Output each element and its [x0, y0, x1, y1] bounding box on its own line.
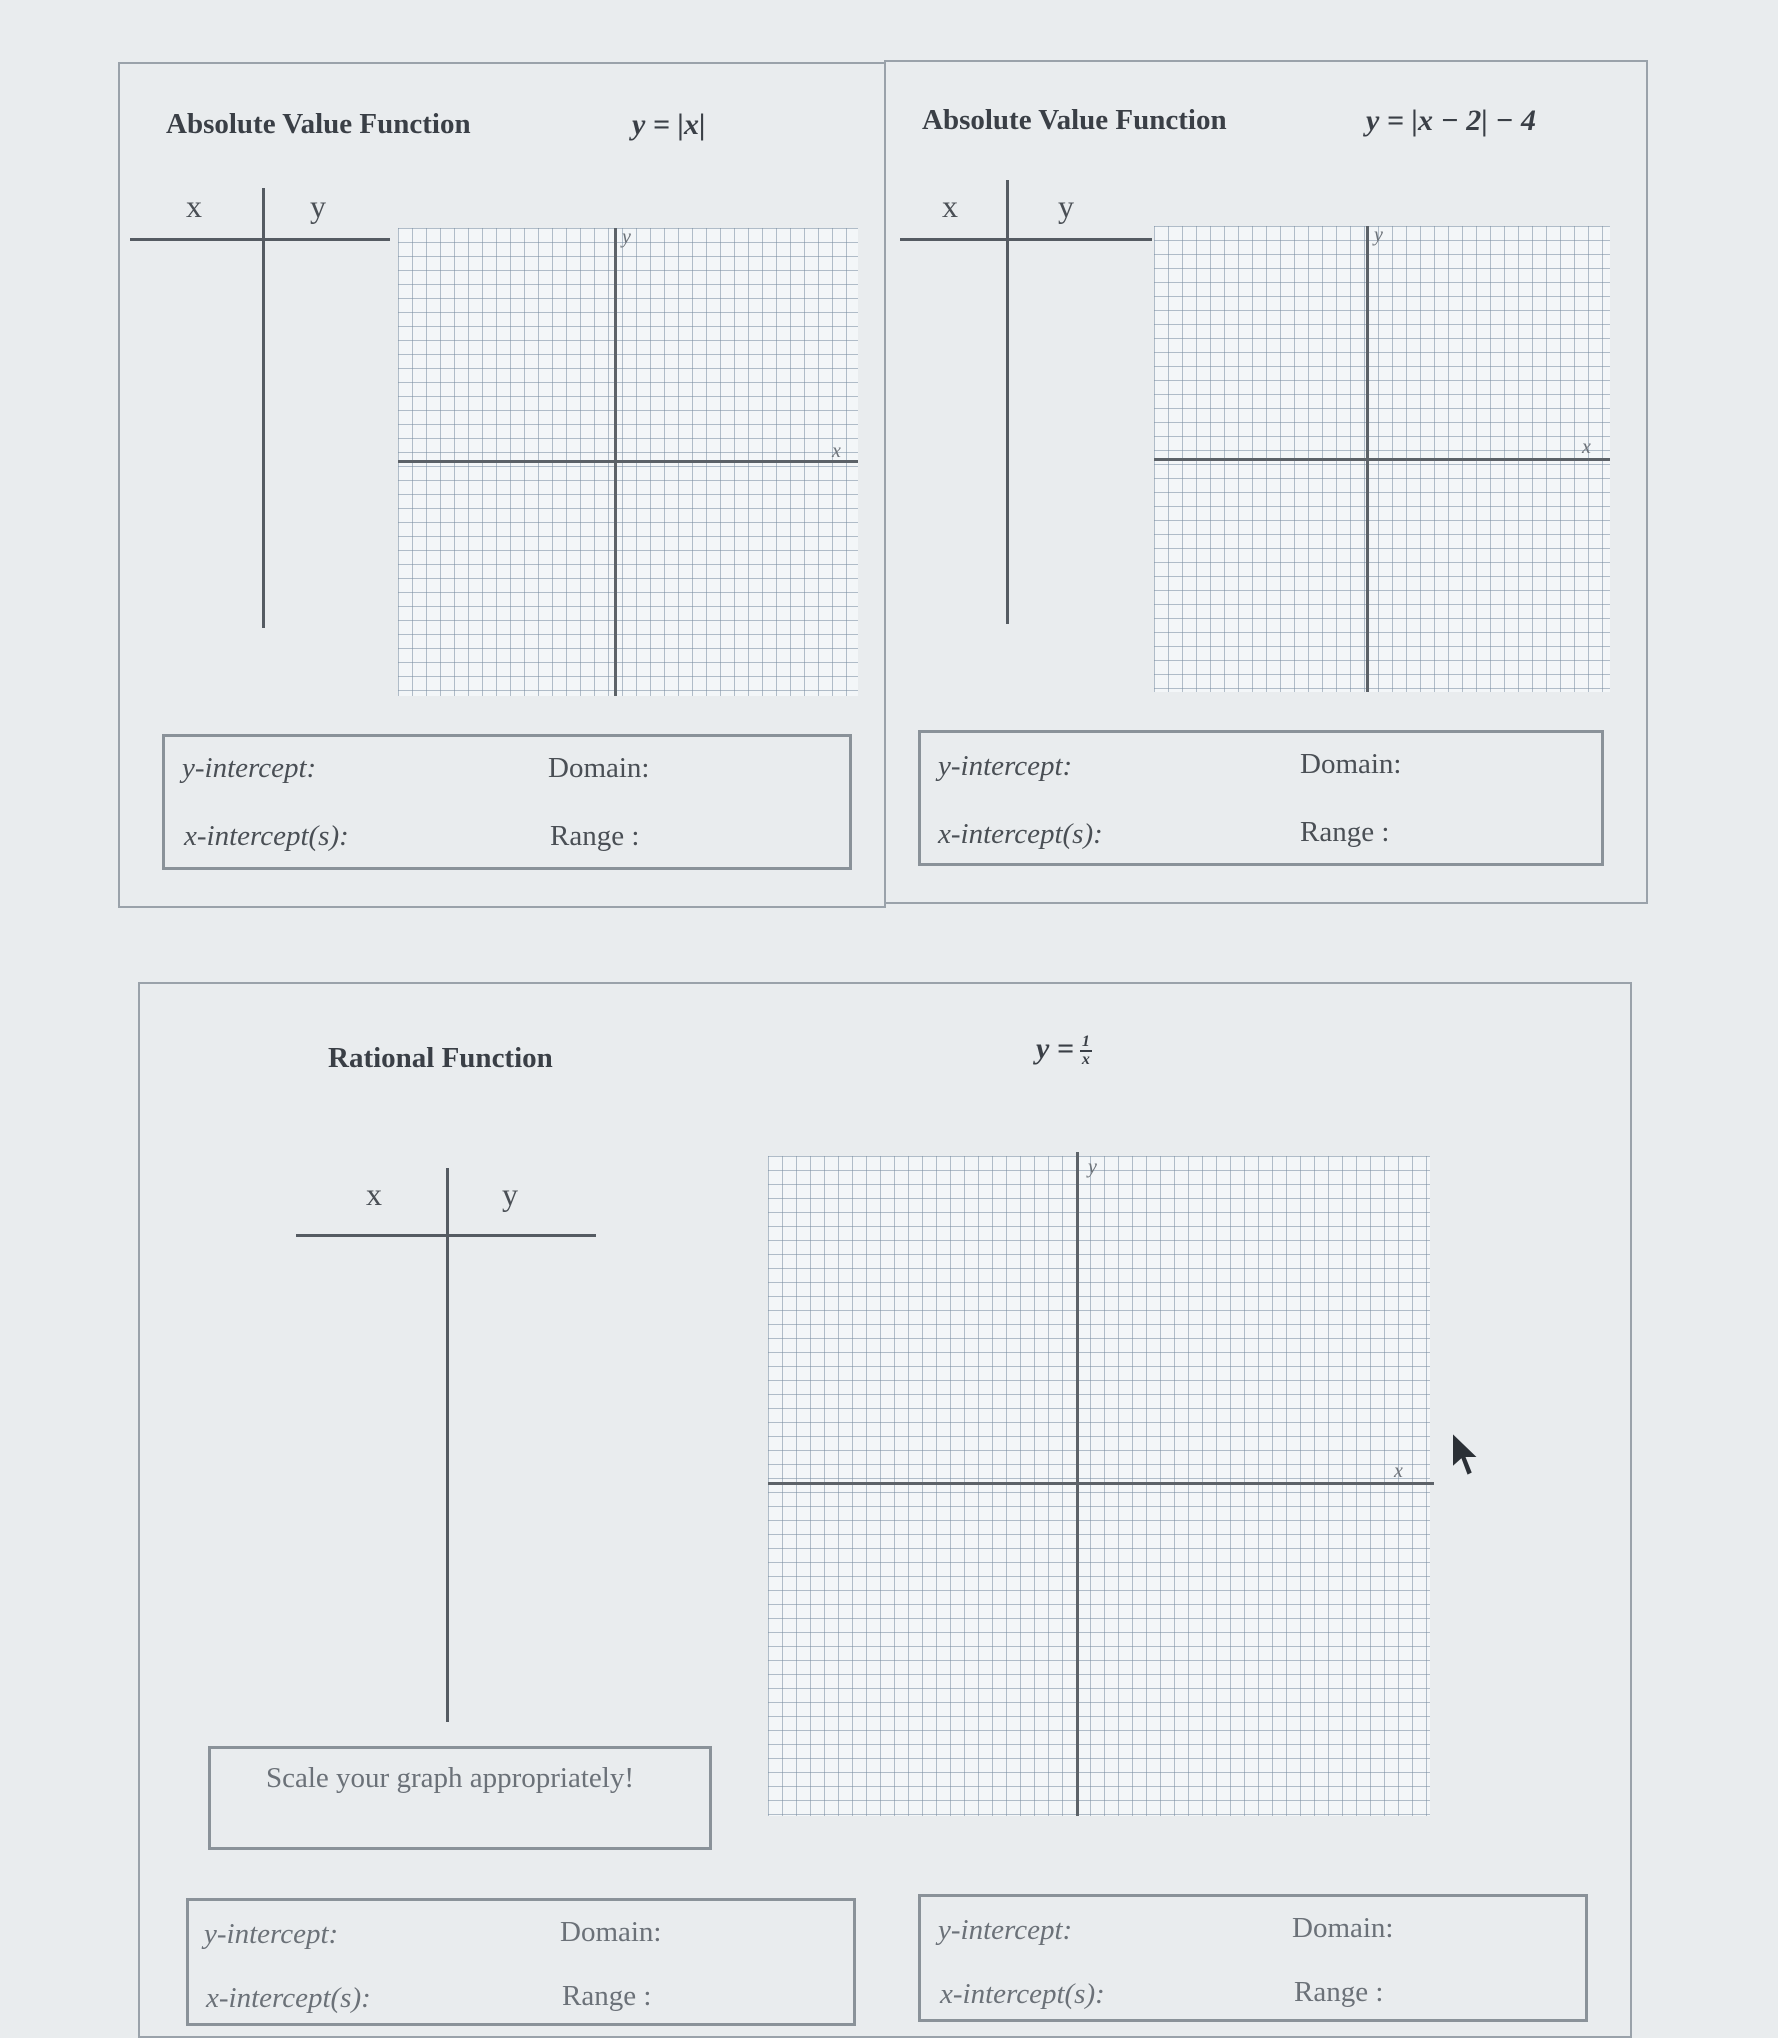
table-divider-horizontal: [130, 238, 390, 241]
x-axis: [398, 460, 858, 463]
y-axis-label: y: [622, 226, 631, 248]
y-intercept-label: y-intercept:: [182, 752, 317, 784]
section-title: Absolute Value Function: [922, 104, 1227, 136]
table-header-x: x: [186, 188, 202, 224]
range-label: Range :: [562, 1980, 652, 2012]
x-axis-label: x: [1394, 1460, 1403, 1482]
scale-note: Scale your graph appropriately!: [266, 1762, 634, 1794]
section-title: Absolute Value Function: [166, 108, 471, 140]
x-axis-label: x: [1582, 436, 1591, 458]
y-axis-label: y: [1374, 224, 1383, 246]
table-divider-vertical: [446, 1168, 449, 1722]
x-intercepts-label: x-intercept(s):: [938, 818, 1103, 850]
range-label: Range :: [1294, 1976, 1384, 2008]
x-axis-label: x: [832, 440, 841, 462]
fraction-numerator: 1: [1081, 1033, 1090, 1051]
x-intercepts-label: x-intercept(s):: [206, 1982, 371, 2014]
y-intercept-label: y-intercept:: [938, 750, 1073, 782]
y-axis: [614, 228, 617, 696]
equation: y = |x|: [632, 108, 706, 141]
equation: [1036, 1032, 1092, 1068]
equation-prefix: y =: [1036, 1032, 1074, 1065]
domain-label: Domain:: [1300, 748, 1402, 780]
y-axis: [1366, 226, 1369, 692]
x-axis: [768, 1482, 1434, 1485]
table-header-x: x: [942, 188, 958, 224]
domain-label: Domain:: [1292, 1912, 1394, 1944]
range-label: Range :: [1300, 816, 1390, 848]
table-divider-vertical: [262, 188, 265, 628]
fraction-denominator: x: [1081, 1051, 1090, 1069]
y-intercept-label: y-intercept:: [204, 1918, 339, 1950]
table-divider-horizontal: [900, 238, 1152, 241]
x-axis: [1154, 458, 1610, 461]
table-header-y: y: [1058, 188, 1074, 224]
x-intercepts-label: x-intercept(s):: [940, 1978, 1105, 2010]
mouse-cursor-icon: [1450, 1430, 1482, 1480]
table-header-y: y: [310, 188, 326, 224]
table-header-y: y: [502, 1176, 518, 1212]
y-intercept-label: y-intercept:: [938, 1914, 1073, 1946]
equation: y = |x − 2| − 4: [1366, 104, 1536, 137]
range-label: Range :: [550, 820, 640, 852]
y-axis-label: y: [1088, 1156, 1097, 1178]
section-title: Rational Function: [328, 1042, 553, 1074]
domain-label: Domain:: [548, 752, 650, 784]
domain-label: Domain:: [560, 1916, 662, 1948]
x-intercepts-label: x-intercept(s):: [184, 820, 349, 852]
y-axis: [1076, 1152, 1079, 1816]
coordinate-grid: [768, 1156, 1430, 1816]
table-header-x: x: [366, 1176, 382, 1212]
table-divider-vertical: [1006, 180, 1009, 624]
fraction: [1080, 1034, 1092, 1068]
